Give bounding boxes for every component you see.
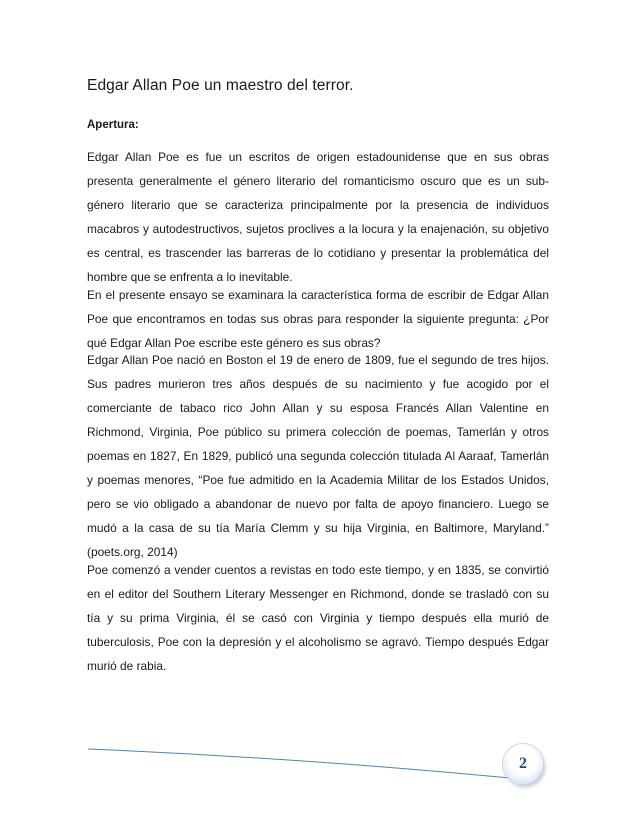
footer-rule — [88, 749, 510, 778]
paragraph-3: Edgar Allan Poe nació en Boston el 19 de enero de 1809, fue el segundo de tres hijos. Sus padres murieron tres años después de su nacimiento y fue acogido por el comerciante de tabaco rico John Allan y su esposa Francés Allan Valentine en Richmond, Virginia, Poe público su primera colección de poemas, Tamerlán y otros poemas en 1827, En 1829, publicó una segunda colección titulada Al Aaraaf, Tamerlán y poemas menores, “Poe fue admitido en la Academia Militar de los Estados Unidos, pero se vio obligado a abandonar de nuevo por falta de apoyo financiero. Luego se mudó a la casa de su tía María Clemm y su hija Virginia, en Baltimore, Maryland.” (poets.org, 2014) — [87, 353, 549, 559]
paragraph-4: Poe comenzó a vender cuentos a revistas en todo este tiempo, y en 1835, se convirtió en el editor del Southern Literary Messenger en Richmond, donde se trasladó con su tía y su prima Virginia, él se casó con Virginia y tiempo después ella murió de tuberculosis, Poe con la depresión y el alcoholismo se agravó. Tiempo después Edgar murió de rabia. — [87, 563, 549, 673]
document-title: Edgar Allan Poe un maestro del terror. — [87, 77, 354, 94]
paragraph-2: En el presente ensayo se examinara la característica forma de escribir de Edgar Allan Poe que encontramos en todas sus obras para responder la siguiente pregunta: ¿Por qué Edgar Allan Poe escribe este género es sus obras? — [87, 288, 549, 350]
page-number: 2 — [519, 754, 527, 772]
page-number-badge — [503, 744, 543, 784]
paragraph-1: Edgar Allan Poe es fue un escritos de origen estadounidense que en sus obras presenta generalmente el género literario del romanticismo oscuro que es un sub-género literario que se caracteriza principalmente por la presencia de individuos macabros y autodestructivos, sujetos proclives a la locura y la enajenación, su objetivo es central, es trascender las barreras de lo cotidiano y presentar la problemática del hombre que se enfrenta a lo inevitable. — [87, 150, 549, 284]
section-heading: Apertura: — [87, 119, 139, 131]
